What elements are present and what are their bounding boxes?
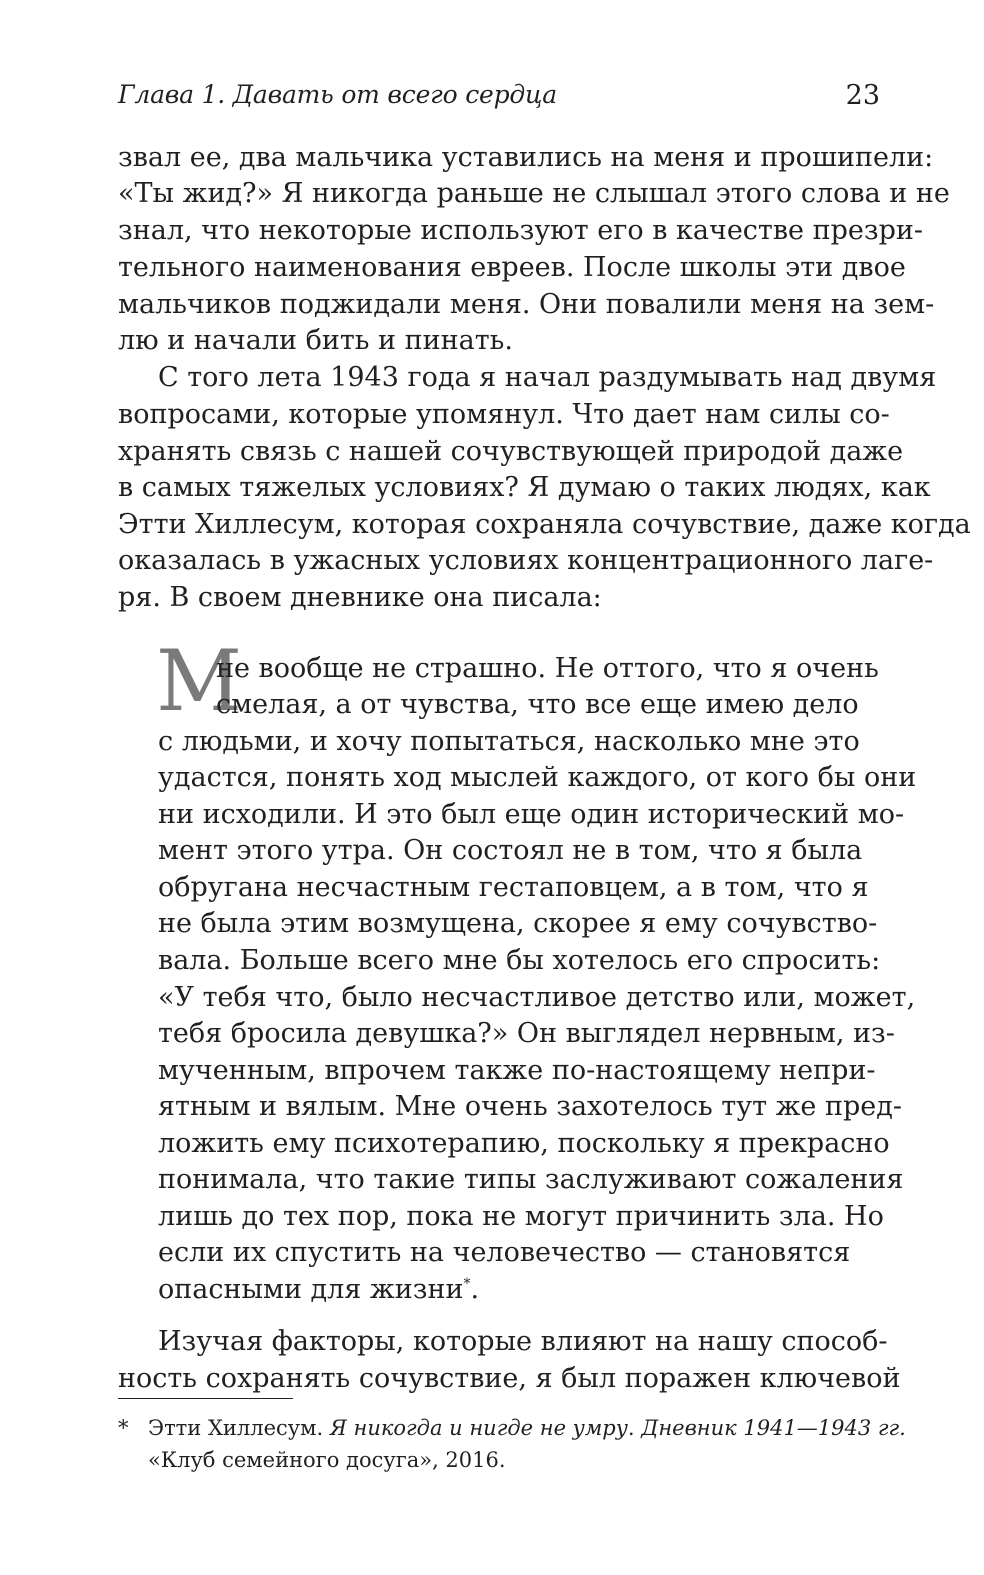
quote-line: ятным и вялым. Мне очень захотелось тут же пред- — [158, 1091, 903, 1122]
text-line: лю и начали бить и пинать. — [118, 325, 513, 356]
footnote-title: Я никогда и нигде не умру. Дневник 1941—1943 гг. — [329, 1416, 906, 1440]
text-line: в самых тяжелых условиях? Я думаю о таких людях, как — [118, 472, 931, 503]
quote-line: «У тебя что, было несчастливое детство или, может, — [158, 982, 916, 1013]
quote-line: ни исходили. И это был еще один исторический мо- — [158, 799, 905, 830]
running-title: Глава 1. Давать от всего сердца — [118, 80, 558, 109]
quote-line: смелая, а от чувства, что все еще имею дело — [216, 689, 859, 720]
quote-last-line — [158, 1272, 840, 1308]
page-header — [118, 80, 880, 120]
quote-line: тебя бросила девушка?» Он выглядел нервным, из- — [158, 1018, 895, 1049]
text-line: звал ее, два мальчика уставились на меня и прошипели: — [118, 142, 934, 173]
quote-line: удастся, понять ход мыслей каждого, от кого бы они — [158, 762, 917, 793]
drop-cap: М — [156, 632, 243, 730]
footnote-line — [148, 1413, 906, 1443]
quote-line: с людьми, и хочу попытаться, насколько мне это — [158, 726, 860, 757]
quote-last-text: опасными для жизни — [158, 1274, 464, 1305]
text-line: ря. В своем дневнике она писала: — [118, 582, 602, 613]
paragraph-first-line: С того лета 1943 года я начал раздумывать над двумя — [158, 362, 937, 393]
quote-line: не была этим возмущена, скорее я ему сочувство- — [158, 908, 878, 939]
quote-line: вала. Больше всего мне бы хотелось его спросить: — [158, 945, 881, 976]
footnote-author: Этти Хиллесум. — [148, 1416, 324, 1440]
text-line: вопросами, которые упомянул. Что дает нам силы со- — [118, 399, 890, 430]
quote-line: мент этого утра. Он состоял не в том, что я была — [158, 835, 863, 866]
text-line: хранять связь с нашей сочувствующей природой даже — [118, 436, 904, 467]
footnote-publisher: «Клуб семейного досуга», 2016. — [148, 1448, 506, 1472]
text-line: тельного наименования евреев. После школы эти двое — [118, 252, 906, 283]
footnote-reference[interactable]: * — [463, 1276, 471, 1292]
quote-end-punct: . — [470, 1274, 480, 1305]
quote-line: не вообще не страшно. Не оттого, что я очень — [216, 653, 879, 684]
quote-line: ложить ему психотерапию, поскольку я прекрасно — [158, 1128, 890, 1159]
footnote-marker: * — [118, 1416, 129, 1440]
quote-line: обругана несчастным гестаповцем, а в том, что я — [158, 872, 869, 903]
text-line: Этти Хиллесум, которая сохраняла сочувствие, даже когда — [118, 509, 971, 540]
footnote-divider — [118, 1398, 293, 1399]
quote-line: понимала, что такие типы заслуживают сожаления — [158, 1164, 904, 1195]
text-line: мальчиков поджидали меня. Они повалили меня на зем- — [118, 289, 935, 320]
page-number: 23 — [845, 80, 880, 111]
quote-line: если их спустить на человечество — становятся — [158, 1237, 851, 1268]
text-line: знал, что некоторые используют его в качестве презри- — [118, 215, 924, 246]
text-line: «Ты жид?» Я никогда раньше не слышал этого слова и не — [118, 178, 950, 209]
quote-line: мученным, впрочем также по-настоящему непри- — [158, 1055, 876, 1086]
quote-line: лишь до тех пор, пока не могут причинить зла. Но — [158, 1201, 884, 1232]
text-line: оказалась в ужасных условиях концентрационного лаге- — [118, 545, 934, 576]
text-line: ность сохранять сочувствие, я был поражен ключевой — [118, 1363, 901, 1394]
paragraph-first-line: Изучая факторы, которые влияют на нашу способ- — [158, 1326, 888, 1357]
